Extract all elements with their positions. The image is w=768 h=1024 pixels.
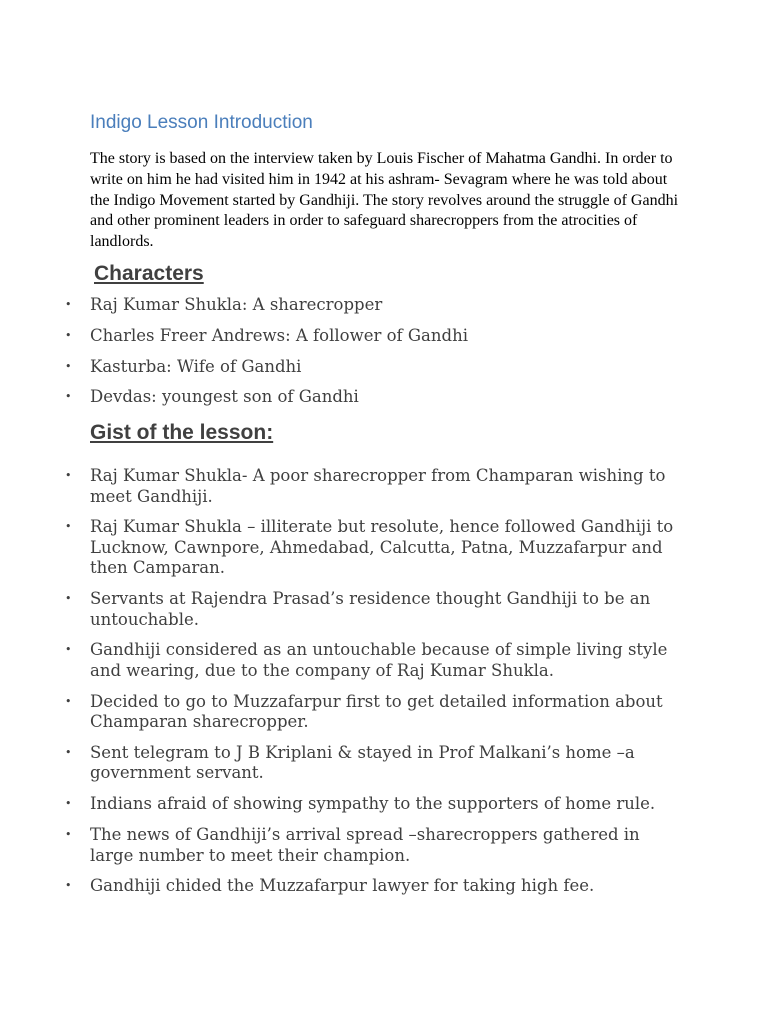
bullet-icon: • <box>65 879 72 893</box>
list-item-text: The news of Gandhiji’s arrival spread –sharecroppers gathered in large number to meet their champion. <box>90 825 640 865</box>
bullet-icon: • <box>65 694 72 708</box>
list-item <box>0 387 675 408</box>
list-item <box>0 794 675 815</box>
list-item <box>0 295 675 316</box>
characters-heading: Characters <box>94 262 204 285</box>
list-item <box>0 517 675 579</box>
list-item-text: Raj Kumar Shukla: A sharecropper <box>90 295 383 314</box>
list-item-text: Charles Freer Andrews: A follower of Gandhi <box>90 325 468 345</box>
gist-list <box>0 466 768 907</box>
list-item <box>0 357 675 378</box>
list-item-text: Sent telegram to J B Kriplani & stayed in Prof Malkani’s home –a government servant. <box>90 742 635 783</box>
list-item-text: Raj Kumar Shukla – illiterate but resolute, hence followed Gandhiji to Lucknow, Cawnpore, Ahmedabad, Calcutta, Patna, Muzzafarpur and then Camparan. <box>90 517 674 578</box>
list-item-text: Indians afraid of showing sympathy to the supporters of home rule. <box>90 794 656 814</box>
list-item-text: Raj Kumar Shukla- A poor sharecropper from Champaran wishing to meet Gandhiji. <box>90 466 666 506</box>
list-item-text: Servants at Rajendra Prasad’s residence thought Gandhiji to be an untouchable. <box>90 589 651 629</box>
bullet-icon: • <box>65 298 72 311</box>
characters-list <box>0 295 768 418</box>
list-item-text: Decided to go to Muzzafarpur first to get detailed information about Champaran sharecropper. <box>90 691 663 732</box>
bullet-icon: • <box>65 328 72 342</box>
list-item <box>0 825 675 866</box>
bullet-icon: • <box>65 745 72 759</box>
list-item-text: Kasturba: Wife of Gandhi <box>90 356 302 376</box>
bullet-icon: • <box>65 797 72 811</box>
bullet-icon: • <box>65 520 72 534</box>
bullet-icon: • <box>65 592 72 606</box>
list-item-text: Gandhiji chided the Muzzafarpur lawyer for taking high fee. <box>90 876 595 896</box>
bullet-icon: • <box>65 828 72 842</box>
list-item <box>0 743 675 784</box>
list-item <box>0 640 675 681</box>
list-item <box>0 326 675 347</box>
gist-heading: Gist of the lesson: <box>90 421 274 444</box>
bullet-icon: • <box>65 469 72 482</box>
bullet-icon: • <box>65 359 72 373</box>
bullet-icon: • <box>65 390 72 404</box>
list-item-text: Gandhiji considered as an untouchable because of simple living style and wearing, due to the company of Raj Kumar Shukla. <box>90 640 668 680</box>
list-item <box>0 466 675 507</box>
bullet-icon: • <box>65 643 72 657</box>
document-title: Indigo Lesson Introduction <box>90 112 313 133</box>
list-item <box>0 876 675 897</box>
list-item <box>0 589 675 630</box>
list-item <box>0 692 675 733</box>
list-item-text: Devdas: youngest son of Gandhi <box>90 387 359 407</box>
intro-paragraph: The story is based on the interview taken by Louis Fischer of Mahatma Gandhi. In order to write on him he had visited him in 1942 at his ashram- Sevagram where he was told about the Indigo Movement started by Gandhiji. The story revolves around the struggle of Gandhi and other prominent leaders in order to safeguard sharecroppers from the atrocities of landlords. <box>90 150 679 251</box>
